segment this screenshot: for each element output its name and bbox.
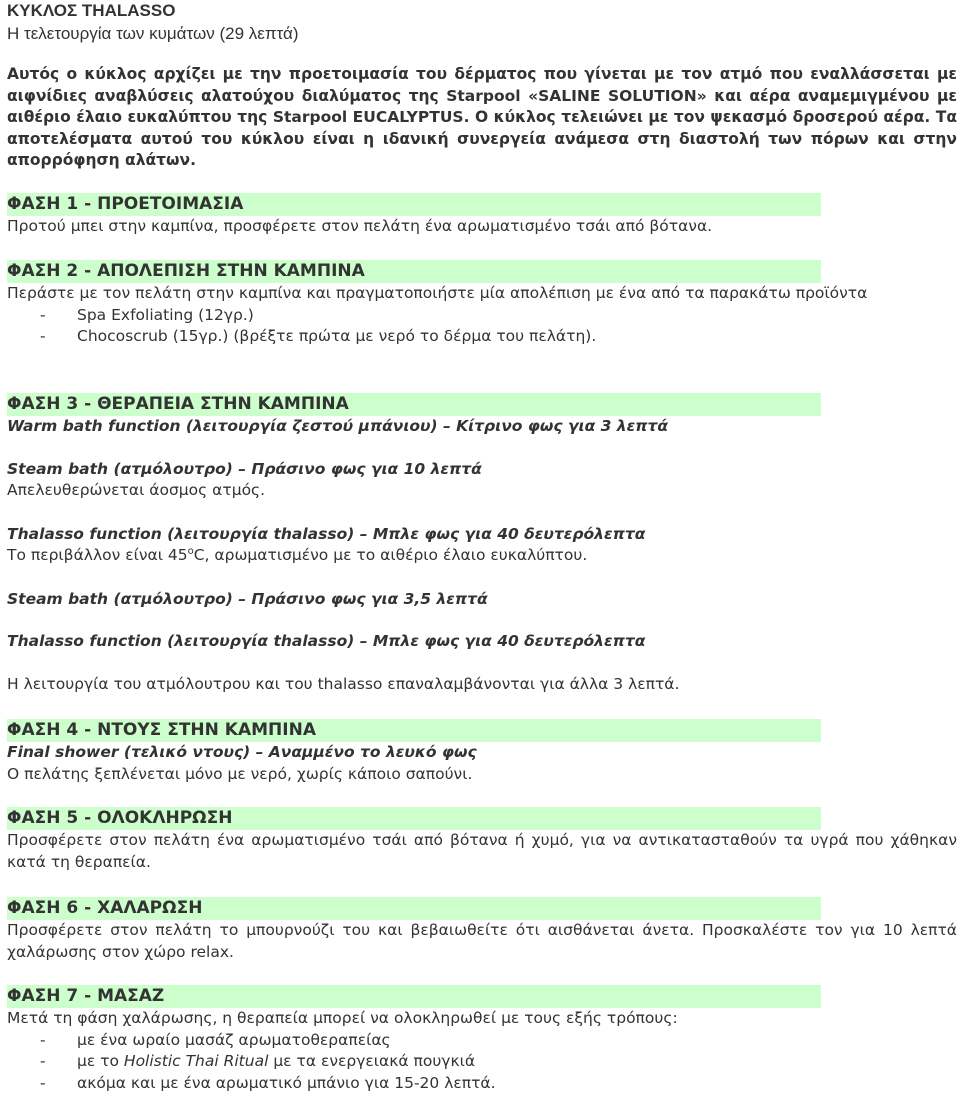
phase-2-section [7,260,957,348]
phase-1-text: Προτού μπει στην καμπίνα, προσφέρετε στον πελάτη ένα αρωματισμένο τσάι από βότανα. [7,217,713,235]
phase-7-heading: ΦΑΣΗ 7 - ΜΑΣΑΖ [7,985,821,1008]
phase-1-section [7,193,957,238]
phase-3-step-thalasso: Thalasso function (λειτουργία thalasso) – Μπλε φως για 40 δευτερόλεπτα [7,524,646,543]
phase-1-heading: ΦΑΣΗ 1 - ΠΡΟΕΤΟΙΜΑΣΙΑ [7,193,821,216]
phase-3-thalasso-text: Το περιβάλλον είναι 45$^o$C, αρωματισμένο με το αιθέριο έλαιο ευκαλύπτου. [7,545,588,564]
list-item: - Chocoscrub (15γρ.) (βρέξτε πρώτα με νερό το δέρμα του πελάτη). [40,327,597,345]
phase-6-text: Προσφέρετε στον πελάτη το μπουρνούζι του και βεβαιωθείτε ότι αισθάνεται άνετα. Προσκαλέστε τον για 10 λεπτά χαλάρωσης στον χώρο relax. [7,921,957,961]
phase-3-step-warm-bath: Warm bath function (λειτουργία ζεστού μπάνιου) – Κίτρινο φως για 3 λεπτά [7,417,669,435]
phase-2-text: Περάστε με τον πελάτη στην καμπίνα και πραγματοποιήστε μία απολέπιση με ένα από τα παρακάτω προϊόντα [7,284,868,302]
list-item: - με το Holistic Thai Ritual με τα ενεργειακά πουγκιά [40,1052,476,1070]
phase-4-text: Ο πελάτης ξεπλένεται μόνο με νερό, χωρίς κάποιο σαπούνι. [7,764,473,783]
phase-2-heading: ΦΑΣΗ 2 - ΑΠΟΛΕΠΙΣΗ ΣΤΗΝ ΚΑΜΠΙΝΑ [7,260,821,283]
phase-5-section [7,807,957,873]
list-item: - με ένα ωραίο μασάζ αρωματοθεραπείας [40,1030,391,1049]
phase-7-section [7,985,957,1094]
phase-6-section [7,897,957,963]
phase-7-text: Μετά τη φάση χαλάρωσης, η θεραπεία μπορεί να ολοκληρωθεί με τους εξής τρόπους: [7,1009,678,1027]
phase-6-heading: ΦΑΣΗ 6 - ΧΑΛΑΡΩΣΗ [7,897,821,920]
document-header [7,0,957,44]
phase-5-heading: ΦΑΣΗ 5 - ΟΛΟΚΛΗΡΩΣΗ [7,807,821,830]
phase-3-heading: ΦΑΣΗ 3 - ΘΕΡΑΠΕΙΑ ΣΤΗΝ ΚΑΜΠΙΝΑ [7,393,821,416]
phase-3-repeat-text: Η λειτουργία του ατμόλουτρου και του thalasso επαναλαμβάνονται για άλλα 3 λεπτά. [7,674,680,693]
phase-3-section [7,393,957,695]
phase-5-text: Προσφέρετε στον πελάτη ένα αρωματισμένο τσάι από βότανα ή χυμό, για να αντικατασταθούν τα υγρά που χάθηκαν κατά τη θεραπεία. [7,831,957,871]
phase-3-step-thalasso-2: Thalasso function (λειτουργία thalasso) – Μπλε φως για 40 δευτερόλεπτα [7,632,646,650]
phase-3-steam-text: Απελευθερώνεται άοσμος ατμός. [7,481,266,499]
document-subtitle: Η τελετουργία των κυμάτων (29 λεπτά) [7,23,299,43]
document-title: ΚΥΚΛΟΣ THALASSO [7,1,176,20]
phase-2-product-list [7,305,957,348]
intro-paragraph: Αυτός ο κύκλος αρχίζει με την προετοιμασία του δέρματος που γίνεται με τον ατμό που εναλλάσσεται με αιφνίδιες αναβλύσεις αλατούχου διαλύματος της Starpool «SALINE SOLUTION» και αέρα αναμεμιγμένου με αιθέριο έλαιο ευκαλύπτου της Starpool EUCALYPTUS. Ο κύκλος τελειώνει με τον ψεκασμό δροσερού αέρα. Τα αποτελέσματα αυτού του κύκλου είναι η ιδανική συνεργεία ανάμεσα στη διαστολή των πόρων και στην απορρόφηση αλάτων. [7,65,957,169]
phase-4-heading: ΦΑΣΗ 4 - ΝΤΟΥΣ ΣΤΗΝ ΚΑΜΠΙΝΑ [7,719,821,742]
list-item: - ακόμα και με ένα αρωματικό μπάνιο για 15-20 λεπτά. [40,1073,496,1092]
list-item: - Spa Exfoliating (12γρ.) [40,305,254,324]
phase-4-step-final-shower: Final shower (τελικό ντους) – Αναμμένο το λευκό φως [7,743,477,761]
phase-3-step-steam-bath-2: Steam bath (ατμόλουτρο) – Πράσινο φως για 3,5 λεπτά [7,589,488,608]
phase-3-step-steam-bath: Steam bath (ατμόλουτρο) – Πράσινο φως για 10 λεπτά [7,459,482,478]
phase-4-section [7,719,957,785]
phase-7-massage-options [7,1030,957,1095]
intro-paragraph-block [7,64,957,172]
